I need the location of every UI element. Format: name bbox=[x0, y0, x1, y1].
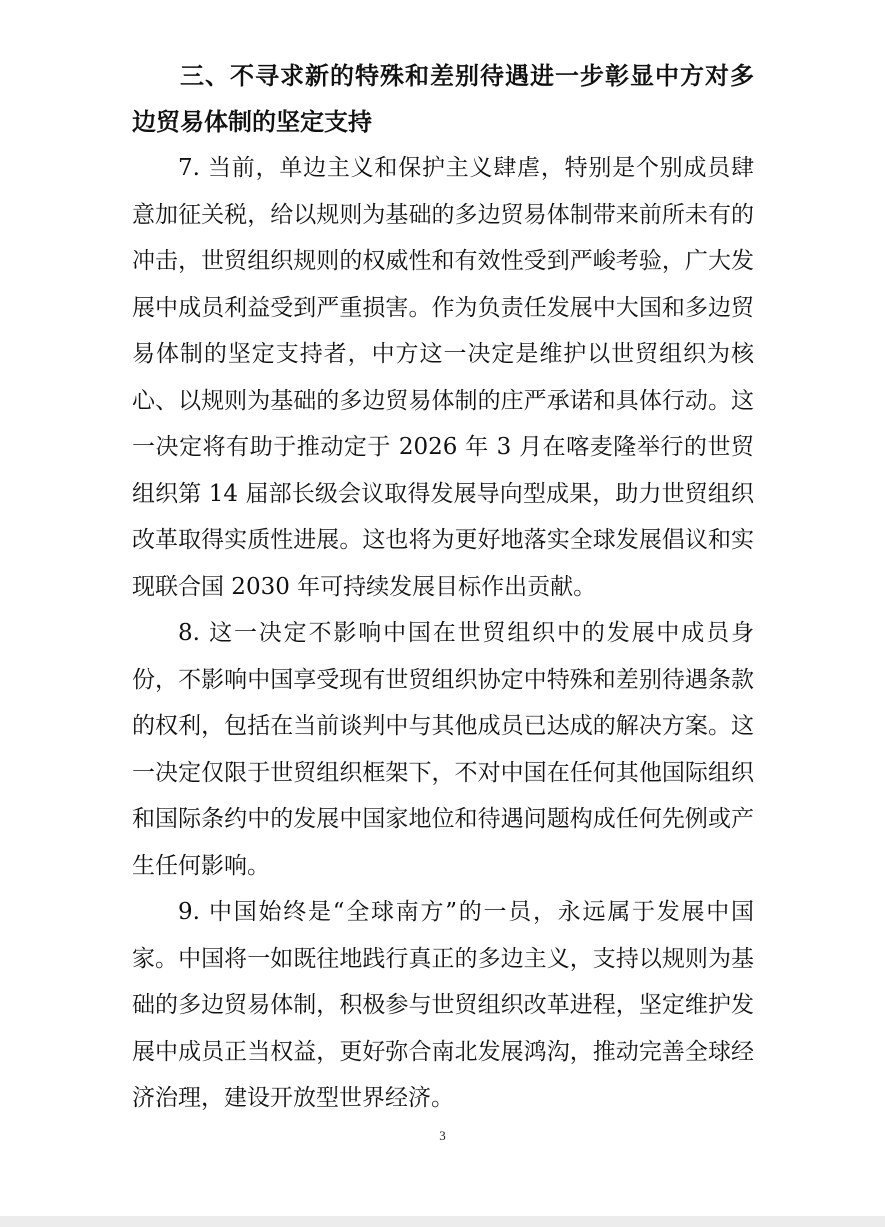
page-content bbox=[132, 53, 754, 1122]
page-number: 3 bbox=[439, 1128, 446, 1143]
paragraph-9: 9. 中国始终是“全球南方”的一员，永远属于发展中国家。中国将一如既往地践行真正的多边主义，支持以规则为基础的多边贸易体制，积极参与世贸组织改革进程，坚定维护发展中成员正当权益，更好弥合南北发展鸿沟，推动完善全球经济治理，建设开放型世界经济。 bbox=[132, 899, 754, 1111]
paragraph-8: 8. 这一决定不影响中国在世贸组织中的发展中成员身份，不影响中国享受现有世贸组织协定中特殊和差别待遇条款的权利，包括在当前谈判中与其他成员已达成的解决方案。这一决定仅限于世贸组织框架下，不对中国在任何其他国际组织和国际条约中的发展中国家地位和待遇问题构成任何先例或产生任何影响。 bbox=[132, 620, 754, 879]
viewer-bottom-strip bbox=[0, 1216, 885, 1227]
section-heading: 三、不寻求新的特殊和差别待遇进一步彰显中方对多边贸易体制的坚定支持 bbox=[132, 62, 754, 136]
paragraph-7: 7. 当前，单边主义和保护主义肆虐，特别是个别成员肆意加征关税，给以规则为基础的多边贸易体制带来前所未有的冲击，世贸组织规则的权威性和有效性受到严峻考验，广大发展中成员利益受到严重损害。作为负责任发展中大国和多边贸易体制的坚定支持者，中方这一决定是维护以世贸组织为核心、以规则为基础的多边贸易体制的庄严承诺和具体行动。这一决定将有助于推动定于 2026 年 3 月在喀麦隆举行的世贸组织第 14 届部长级会议取得发展导向型成果，助力世贸组织改革取得实质性进展。这也将为更好地落实全球发展倡议和实现联合国 2030 年可持续发展目标作出贡献。 bbox=[132, 155, 754, 600]
